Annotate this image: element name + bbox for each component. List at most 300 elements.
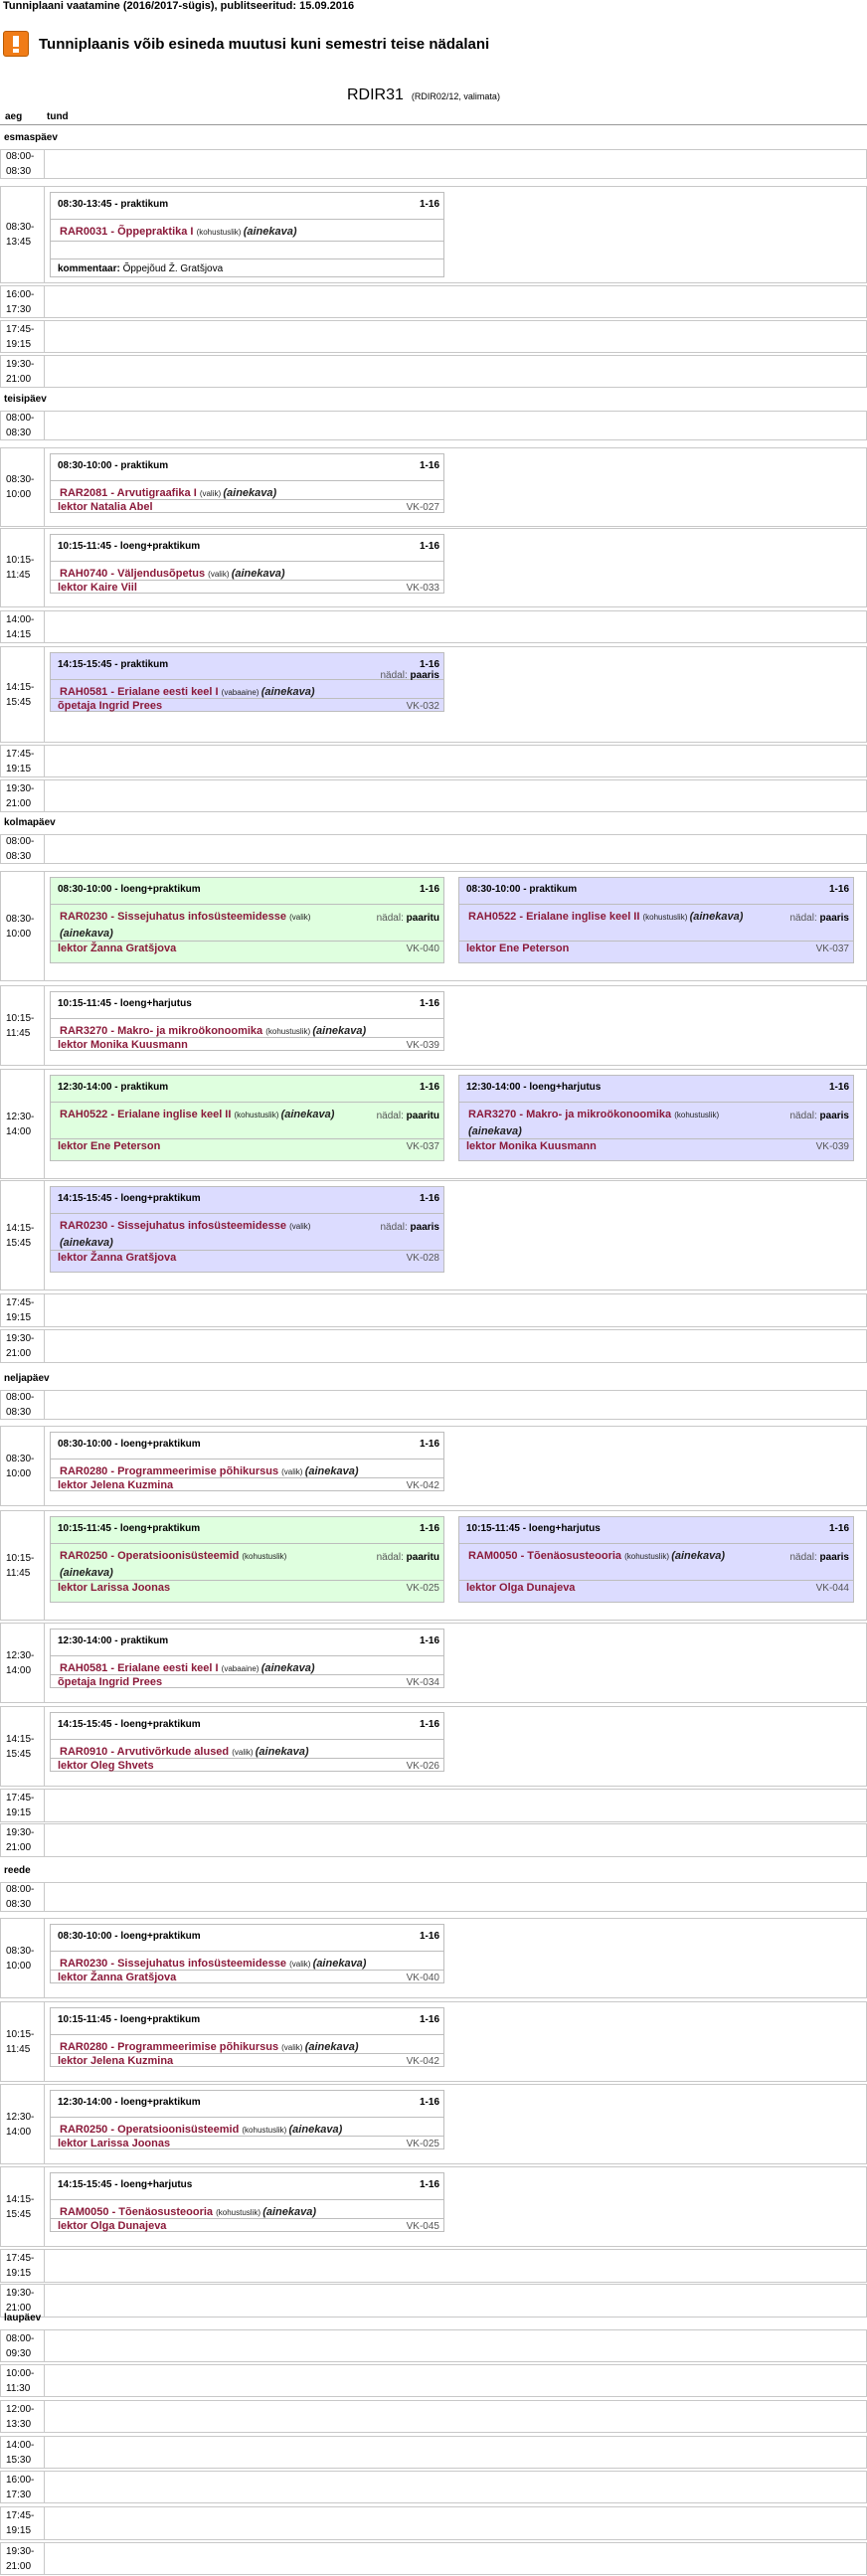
lesson-card[interactable]	[50, 1186, 444, 1273]
lecturer-link[interactable]: lektor Žanna Gratšjova	[58, 943, 177, 954]
time-label: 17:45- 19:15	[6, 323, 35, 350]
subject-link[interactable]	[60, 1548, 338, 1581]
room-label: VK-039	[406, 1040, 439, 1051]
subject-name[interactable]: RAR3270 - Makro- ja mikroökonoomika	[468, 1109, 675, 1120]
subject-curriculum-link[interactable]: (ainekava)	[223, 487, 277, 499]
lesson-weeks: 1-16	[419, 1082, 439, 1093]
lesson-time-type: 12:30-14:00 - loeng+harjutus	[466, 1082, 602, 1093]
notice-banner	[3, 30, 489, 58]
subject-curriculum-link[interactable]: (ainekava)	[60, 1567, 113, 1579]
lesson-card[interactable]	[458, 1075, 854, 1161]
column-header-time: aeg	[5, 111, 23, 122]
time-label: 08:30- 10:00	[6, 1945, 35, 1972]
card-divider	[51, 1037, 443, 1038]
room-label: VK-027	[406, 502, 439, 513]
lesson-cell	[44, 1790, 866, 1821]
week-parity-value: paaris	[410, 670, 439, 681]
time-slot-row	[0, 2329, 867, 2362]
lesson-cell	[44, 1824, 866, 1856]
lecturer-link[interactable]: õpetaja Ingrid Prees	[58, 1676, 163, 1688]
time-label: 17:45- 19:15	[6, 2253, 35, 2279]
lecturer-link[interactable]: lektor Jelena Kuzmina	[58, 2055, 174, 2067]
lesson-time-type: 14:15-15:45 - loeng+harjutus	[58, 2179, 193, 2190]
lecturer-link[interactable]: lektor Žanna Gratšjova	[58, 1972, 177, 1983]
time-label: 08:30- 10:00	[6, 913, 35, 940]
week-parity-label: nädal:	[789, 1111, 820, 1121]
subject-curriculum-link[interactable]: (ainekava)	[243, 226, 297, 238]
card-divider	[459, 1543, 853, 1544]
time-slot-row	[0, 2436, 867, 2469]
card-divider	[51, 2218, 443, 2219]
lesson-weeks: 1-16	[419, 2097, 439, 2108]
card-divider	[51, 2034, 443, 2035]
week-parity	[381, 1222, 440, 1233]
lesson-time-type: 08:30-13:45 - praktikum	[58, 199, 169, 210]
card-divider	[51, 1477, 443, 1478]
lesson-cell	[44, 2250, 866, 2282]
time-slot-row	[0, 2284, 867, 2318]
time-slot-row	[0, 285, 867, 318]
time-slot-row	[0, 2542, 867, 2575]
lesson-weeks: 1-16	[419, 1719, 439, 1730]
lesson-weeks: 1-16	[419, 884, 439, 895]
time-slot-row	[0, 320, 867, 353]
time-label: 14:00- 14:15	[6, 613, 35, 640]
lesson-cell	[44, 1330, 866, 1362]
subject-name[interactable]: RAR0280 - Programmeerimise põhikursus	[60, 2041, 282, 2053]
time-slot-row	[0, 355, 867, 388]
lesson-cell	[44, 356, 866, 387]
subject-link[interactable]	[60, 224, 437, 241]
card-divider	[51, 1674, 443, 1675]
week-parity-label: nädal:	[380, 1222, 411, 1233]
lecturer-link[interactable]: õpetaja Ingrid Prees	[58, 700, 163, 712]
page-title	[347, 86, 500, 106]
lesson-card[interactable]	[50, 453, 444, 513]
lesson-time-type: 14:15-15:45 - praktikum	[58, 659, 169, 670]
subject-kind: (vabaaine)	[221, 688, 261, 697]
subject-kind: (valik)	[208, 570, 232, 579]
time-slot-row	[0, 2249, 867, 2283]
lesson-card[interactable]	[50, 991, 444, 1051]
day-label: esmaspäev	[4, 132, 58, 143]
subject-curriculum-link[interactable]: (ainekava)	[60, 928, 113, 940]
subject-name[interactable]: RAR0250 - Operatsioonisüsteemid	[60, 1550, 243, 1562]
time-label: 17:45- 19:15	[6, 1793, 35, 1818]
subject-kind: (valik)	[199, 489, 224, 498]
lesson-card[interactable]	[50, 1712, 444, 1772]
lesson-card[interactable]	[50, 2090, 444, 2149]
subject-kind: (kohustuslik)	[196, 228, 244, 237]
time-label: 12:30- 14:00	[6, 2111, 35, 2138]
lecturer-link[interactable]: lektor Monika Kuusmann	[466, 1140, 597, 1152]
lesson-time-type: 10:15-11:45 - loeng+praktikum	[58, 541, 201, 552]
time-slot-row	[0, 2364, 867, 2397]
card-divider	[51, 499, 443, 500]
lesson-card[interactable]	[50, 1432, 444, 1491]
notice-text: Tunniplaanis võib esineda muutusi kuni semestri teise nädalani	[39, 35, 490, 53]
lesson-cell	[44, 1391, 866, 1419]
time-label: 14:15- 15:45	[6, 1733, 35, 1760]
lesson-cell	[44, 412, 866, 439]
week-parity	[790, 1552, 850, 1563]
subject-curriculum-link[interactable]: (ainekava)	[255, 1746, 309, 1758]
time-label: 10:15- 11:45	[6, 2028, 35, 2055]
time-label: 14:15- 15:45	[6, 2193, 35, 2220]
lecturer-link[interactable]: lektor Monika Kuusmann	[58, 1039, 188, 1051]
time-label: 14:15- 15:45	[6, 1222, 35, 1249]
lesson-cell	[44, 2401, 866, 2432]
room-label: VK-032	[406, 701, 439, 712]
card-divider	[51, 580, 443, 581]
day-label: laupäev	[4, 2313, 42, 2323]
lecturer-link[interactable]: lektor Olga Dunajeva	[58, 2220, 167, 2232]
card-divider	[51, 219, 443, 220]
lesson-weeks: 1-16	[828, 1523, 849, 1534]
card-divider	[459, 904, 853, 905]
card-divider	[51, 561, 443, 562]
lecturer-link[interactable]: lektor Natalia Abel	[58, 501, 153, 513]
lesson-time-type: 08:30-10:00 - praktikum	[466, 884, 578, 895]
lesson-weeks: 1-16	[419, 659, 439, 670]
subject-curriculum-link[interactable]: (ainekava)	[312, 1025, 367, 1037]
lesson-weeks: 1-16	[419, 2179, 439, 2190]
subject-name[interactable]: RAR0230 - Sissejuhatus infosüsteemidesse	[60, 911, 290, 923]
week-parity-label: nädal:	[789, 913, 820, 924]
time-label: 08:30- 10:00	[6, 474, 35, 500]
subject-name[interactable]: RAR2081 - Arvutigraafika I	[60, 487, 200, 499]
lesson-time-type: 10:15-11:45 - loeng+harjutus	[58, 998, 192, 1009]
week-parity	[790, 1111, 850, 1121]
subject-curriculum-link[interactable]: (ainekava)	[689, 911, 744, 923]
time-slot-row	[0, 2471, 867, 2503]
subject-link[interactable]	[468, 909, 747, 926]
lesson-card[interactable]	[50, 1075, 444, 1161]
lesson-cell	[44, 2285, 866, 2317]
time-label: 19:30- 21:00	[6, 782, 35, 809]
subject-curriculum-link[interactable]: (ainekava)	[468, 1125, 522, 1137]
card-divider	[51, 1739, 443, 1740]
lesson-card[interactable]	[50, 1516, 444, 1603]
subject-curriculum-link[interactable]: (ainekava)	[671, 1550, 726, 1562]
room-label: VK-028	[406, 1253, 439, 1264]
subject-link[interactable]	[468, 1548, 747, 1565]
subject-curriculum-link[interactable]: (ainekava)	[260, 1662, 315, 1674]
card-divider	[51, 1459, 443, 1460]
card-divider	[51, 1758, 443, 1759]
card-divider	[51, 1250, 443, 1251]
subject-curriculum-link[interactable]: (ainekava)	[262, 2206, 317, 2218]
time-label: 08:00- 09:30	[6, 2332, 35, 2359]
time-label: 17:45- 19:15	[6, 2510, 35, 2536]
card-divider	[459, 1102, 853, 1103]
lesson-comment	[58, 263, 223, 274]
subject-link[interactable]	[468, 1107, 747, 1139]
time-label: 12:00- 13:30	[6, 2403, 35, 2430]
subject-name[interactable]: RAH0581 - Erialane eesti keel I	[60, 1662, 222, 1674]
room-label: VK-045	[406, 2221, 439, 2232]
lesson-time-type: 10:15-11:45 - loeng+harjutus	[466, 1523, 601, 1534]
day-label: teisipäev	[4, 394, 47, 405]
lesson-weeks: 1-16	[419, 1439, 439, 1450]
time-label: 10:00- 11:30	[6, 2367, 35, 2394]
lesson-card[interactable]	[50, 877, 444, 963]
lesson-cell	[44, 286, 866, 317]
subject-name[interactable]: RAM0050 - Tõenäosusteooria	[60, 2206, 217, 2218]
time-label: 17:45- 19:15	[6, 1297, 35, 1323]
subject-name[interactable]: RAR0031 - Õppepraktika I	[60, 226, 197, 238]
lesson-time-type: 10:15-11:45 - loeng+praktikum	[58, 1523, 201, 1534]
header-divider	[0, 124, 867, 125]
lesson-cell	[44, 611, 866, 642]
subject-kind: (valik)	[232, 1748, 256, 1757]
lesson-card[interactable]	[50, 534, 444, 594]
subject-curriculum-link[interactable]: (ainekava)	[231, 568, 285, 580]
lesson-weeks: 1-16	[419, 998, 439, 1009]
lesson-cell	[44, 780, 866, 811]
subject-curriculum-link[interactable]: (ainekava)	[304, 1465, 359, 1477]
time-label: 17:45- 19:15	[6, 748, 35, 774]
time-label: 08:30- 10:00	[6, 1453, 35, 1479]
subject-kind: (valik)	[289, 913, 311, 922]
time-slot-row	[0, 2506, 867, 2540]
card-divider	[459, 1580, 853, 1581]
subject-name[interactable]: RAH0522 - Erialane inglise keel II	[468, 911, 643, 923]
time-slot-row	[0, 779, 867, 812]
room-label: VK-040	[406, 1973, 439, 1983]
room-label: VK-034	[406, 1677, 439, 1688]
subject-curriculum-link[interactable]: (ainekava)	[304, 2041, 359, 2053]
subject-name[interactable]: RAH0740 - Väljendusõpetus	[60, 568, 209, 580]
subject-name[interactable]: RAR0250 - Operatsioonisüsteemid	[60, 2124, 243, 2136]
card-divider	[51, 241, 443, 242]
time-slot-row	[0, 1329, 867, 1363]
time-slot-row	[0, 610, 867, 643]
lecturer-link[interactable]: lektor Ene Peterson	[466, 943, 570, 954]
time-label: 19:30- 21:00	[6, 2288, 35, 2314]
week-parity-value: paaris	[819, 1111, 849, 1121]
time-label: 12:30- 14:00	[6, 1649, 35, 1676]
week-parity-label: nädal:	[380, 670, 411, 681]
lesson-time-type: 08:30-10:00 - loeng+praktikum	[58, 1439, 201, 1450]
lesson-weeks: 1-16	[419, 1193, 439, 1204]
lesson-time-type: 14:15-15:45 - loeng+praktikum	[58, 1719, 201, 1730]
time-label: 08:00- 08:30	[6, 1884, 35, 1910]
time-label: 10:15- 11:45	[6, 555, 35, 581]
subject-name[interactable]: RAR0910 - Arvutivõrkude alused	[60, 1746, 233, 1758]
week-parity-value: paaritu	[406, 1111, 439, 1121]
lesson-weeks: 1-16	[828, 884, 849, 895]
time-slot-row	[0, 1882, 867, 1912]
subject-kind: (valik)	[289, 1222, 311, 1231]
lesson-time-type: 12:30-14:00 - loeng+praktikum	[58, 2097, 201, 2108]
lecturer-link[interactable]: lektor Larissa Joonas	[58, 1582, 171, 1594]
time-label: 12:30- 14:00	[6, 1111, 35, 1137]
time-label: 08:00- 08:30	[6, 151, 35, 177]
week-parity	[790, 913, 850, 924]
lecturer-link[interactable]: lektor Oleg Shvets	[58, 1760, 154, 1772]
card-divider	[51, 2053, 443, 2054]
subject-kind: (kohustuslik)	[674, 1111, 720, 1119]
time-slot-row	[0, 1390, 867, 1420]
time-label: 14:15- 15:45	[6, 681, 35, 708]
subject-kind: (valik)	[281, 2043, 305, 2052]
lesson-weeks: 1-16	[419, 2014, 439, 2025]
lesson-weeks: 1-16	[419, 199, 439, 210]
subject-kind: (kohustuslik)	[234, 1111, 281, 1119]
lesson-cell	[44, 835, 866, 863]
time-label: 10:15- 11:45	[6, 1552, 35, 1579]
lecturer-link[interactable]: lektor Žanna Gratšjova	[58, 1252, 177, 1264]
subject-kind: (vabaaine)	[221, 1664, 261, 1673]
subject-link[interactable]	[60, 909, 338, 942]
room-label: VK-033	[406, 583, 439, 594]
subject-kind: (kohustuslik)	[642, 913, 690, 922]
time-label: 08:00- 08:30	[6, 413, 35, 438]
card-divider	[51, 1655, 443, 1656]
lesson-card[interactable]	[50, 2172, 444, 2232]
lesson-card[interactable]	[50, 192, 444, 277]
room-label: VK-025	[406, 2139, 439, 2149]
lesson-time-type: 08:30-10:00 - loeng+praktikum	[58, 884, 201, 895]
lesson-weeks: 1-16	[419, 1635, 439, 1646]
card-divider	[51, 904, 443, 905]
subject-curriculum-link[interactable]: (ainekava)	[260, 686, 315, 698]
subject-curriculum-link[interactable]: (ainekava)	[60, 1237, 113, 1249]
week-parity-label: nädal:	[376, 913, 407, 924]
lecturer-link[interactable]: lektor Olga Dunajeva	[466, 1582, 576, 1594]
lesson-card[interactable]	[50, 2007, 444, 2067]
lesson-time-type: 08:30-10:00 - praktikum	[58, 460, 169, 471]
subject-kind: (valik)	[289, 1960, 313, 1969]
subject-kind: (kohustuslik)	[242, 1552, 287, 1561]
room-label: VK-026	[406, 1761, 439, 1772]
lecturer-link[interactable]: lektor Kaire Viil	[58, 582, 137, 594]
room-label: VK-040	[406, 944, 439, 954]
lesson-card[interactable]	[50, 1924, 444, 1983]
card-divider	[51, 1543, 443, 1544]
week-parity	[377, 1111, 439, 1121]
time-label: 19:30- 21:00	[6, 2545, 35, 2572]
page-header: Tunniplaani vaatamine (2016/2017-sügis), publitseeritud: 15.09.2016	[3, 0, 355, 12]
subject-name[interactable]: RAM0050 - Tõenäosusteooria	[468, 1550, 625, 1562]
lesson-card[interactable]	[458, 1516, 854, 1603]
card-divider	[51, 1951, 443, 1952]
lesson-weeks: 1-16	[419, 541, 439, 552]
room-label: VK-042	[406, 2056, 439, 2067]
subject-name[interactable]: RAR0230 - Sissejuhatus infosüsteemidesse	[60, 1958, 290, 1970]
time-slot-row	[0, 411, 867, 440]
week-parity-value: paaritu	[406, 913, 439, 924]
subject-kind: (valik)	[281, 1467, 305, 1476]
time-label: 14:00- 15:30	[6, 2439, 35, 2466]
week-parity	[377, 1552, 439, 1563]
lesson-cell	[44, 321, 866, 352]
time-label: 19:30- 21:00	[6, 1827, 35, 1853]
time-label: 08:00- 08:30	[6, 1392, 35, 1418]
lesson-cell	[44, 2437, 866, 2468]
week-parity-value: paaris	[819, 1552, 849, 1563]
group-name: RDIR31	[347, 86, 404, 103]
subject-curriculum-link[interactable]: (ainekava)	[312, 1958, 367, 1970]
lesson-weeks: 1-16	[419, 1931, 439, 1942]
warning-icon	[3, 31, 29, 57]
card-divider	[51, 698, 443, 699]
card-divider	[51, 2199, 443, 2200]
lesson-cell	[44, 1294, 866, 1326]
subject-name[interactable]: RAR0230 - Sissejuhatus infosüsteemidesse	[60, 1220, 290, 1232]
card-divider	[459, 1138, 853, 1139]
lesson-cell	[44, 2543, 866, 2574]
subject-kind: (kohustuslik)	[216, 2208, 263, 2217]
subject-name[interactable]: RAH0522 - Erialane inglise keel II	[60, 1109, 235, 1120]
lesson-cell	[44, 1883, 866, 1911]
lesson-cell	[44, 2330, 866, 2361]
day-label: neljapäev	[4, 1373, 50, 1384]
subject-curriculum-link[interactable]: (ainekava)	[280, 1109, 335, 1120]
subject-link[interactable]	[60, 1218, 338, 1251]
subject-name[interactable]: RAH0581 - Erialane eesti keel I	[60, 686, 222, 698]
room-label: VK-042	[406, 1480, 439, 1491]
day-label: kolmapäev	[4, 817, 56, 828]
time-label: 10:15- 11:45	[6, 1012, 35, 1039]
time-label: 08:30- 13:45	[6, 222, 35, 248]
lesson-card[interactable]	[458, 877, 854, 963]
lecturer-link[interactable]: lektor Ene Peterson	[58, 1140, 161, 1152]
subject-curriculum-link[interactable]: (ainekava)	[288, 2124, 343, 2136]
room-label: VK-037	[406, 1141, 439, 1152]
time-label: 19:30- 21:00	[6, 1333, 35, 1359]
time-label: 16:00- 17:30	[6, 2474, 35, 2500]
card-divider	[51, 1970, 443, 1971]
subject-kind: (kohustuslik)	[624, 1552, 672, 1561]
subject-name[interactable]: RAR3270 - Makro- ja mikroökonoomika	[60, 1025, 266, 1037]
column-header-lesson: tund	[47, 111, 69, 122]
time-label: 16:00- 17:30	[6, 288, 35, 315]
subject-link[interactable]	[60, 1107, 338, 1123]
lecturer-link[interactable]: lektor Jelena Kuzmina	[58, 1479, 174, 1491]
card-divider	[51, 1018, 443, 1019]
lesson-cell	[44, 2472, 866, 2502]
lesson-cell	[44, 2507, 866, 2539]
time-label: 08:00- 08:30	[6, 836, 35, 862]
subject-kind: (kohustuslik)	[242, 2126, 289, 2135]
lesson-card[interactable]	[50, 1629, 444, 1688]
week-parity-label: nädal:	[789, 1552, 820, 1563]
week-parity-value: paaritu	[406, 1552, 439, 1563]
lesson-weeks: 1-16	[419, 1523, 439, 1534]
card-divider	[51, 2136, 443, 2137]
room-label: VK-037	[815, 944, 849, 954]
lecturer-link[interactable]: lektor Larissa Joonas	[58, 2138, 171, 2149]
week-parity-label: nädal:	[376, 1552, 407, 1563]
comment-text: Õppejõud Ž. Gratšjova	[122, 263, 224, 274]
group-info: (RDIR02/12, valimata)	[411, 91, 500, 101]
lesson-card[interactable]	[50, 652, 444, 712]
card-divider	[51, 1213, 443, 1214]
card-divider	[51, 1580, 443, 1581]
lesson-cell	[44, 2365, 866, 2396]
day-label: reede	[4, 1865, 31, 1876]
week-parity	[381, 670, 440, 681]
subject-kind: (kohustuslik)	[265, 1027, 313, 1036]
room-label: VK-044	[815, 1583, 849, 1594]
card-divider	[459, 941, 853, 942]
subject-name[interactable]: RAR0280 - Programmeerimise põhikursus	[60, 1465, 282, 1477]
time-slot-row	[0, 2400, 867, 2433]
time-slot-row	[0, 745, 867, 777]
room-label: VK-025	[406, 1583, 439, 1594]
